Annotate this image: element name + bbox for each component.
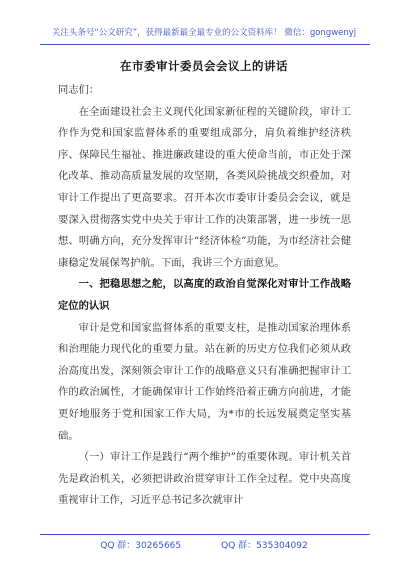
footer-qq-group-right: QQ 群：535304092 (221, 541, 308, 551)
footer-qq-group-left: QQ 群：30265665 (100, 541, 182, 551)
document-body (58, 80, 351, 512)
header-divider (40, 44, 370, 45)
intro-paragraph: 在全面建设社会主义现代化国家新征程的关键阶段，审计工作作为党和国家监督体系的重要组成部分，肩负着维护经济秩序、保障民生福祉、推进廉政建设的重大使命当前，市正处于深化改革、推动高质量发展的攻坚期，各类风险挑战交织叠加，对审计工作提出了更高要求。召开本次市委审计委员会会议，就是要深入贯彻落实党中央关于审计工作的决策部署，进一步统一思想、明确方向，充分发挥审计“经济体检”功能，为市经济社会健康稳定发展保驾护航。下面，我讲三个方面意见。 (58, 105, 351, 269)
salutation: 同志们： (58, 84, 100, 96)
section-heading: 一、把稳思想之舵，以高度的政治自觉深化对审计工作战略定位的认识 (58, 278, 351, 312)
footer (0, 538, 408, 551)
body-paragraph: （一）审计工作是践行“两个维护”的重要体现。审计机关首先是政治机关，必须把讲政治贯穿审计工作全过程。党中央高度重视审计工作，习近平总书记多次就审计 (58, 451, 351, 507)
document-title: 在市委审计委员会会议上的讲话 (120, 59, 288, 73)
body-paragraph: 审计是党和国家监督体系的重要支柱，是推动国家治理体系和治理能力现代化的重要力量。站在新的历史方位我们必须从政治高度出发，深刻领会审计工作的战略意义只有准确把握审计工作的政治属性，才能确保审计工作始终沿着正确方向前进，才能更好地服务于党和国家工作大局，为*市的长远发展奠定坚实基础。 (58, 321, 351, 442)
footer-divider (40, 534, 370, 535)
header-promo-text: 关注头条号“公文研究”，获得最新最全最专业的公文资料库！ 微信：gongwenyj (51, 28, 357, 38)
